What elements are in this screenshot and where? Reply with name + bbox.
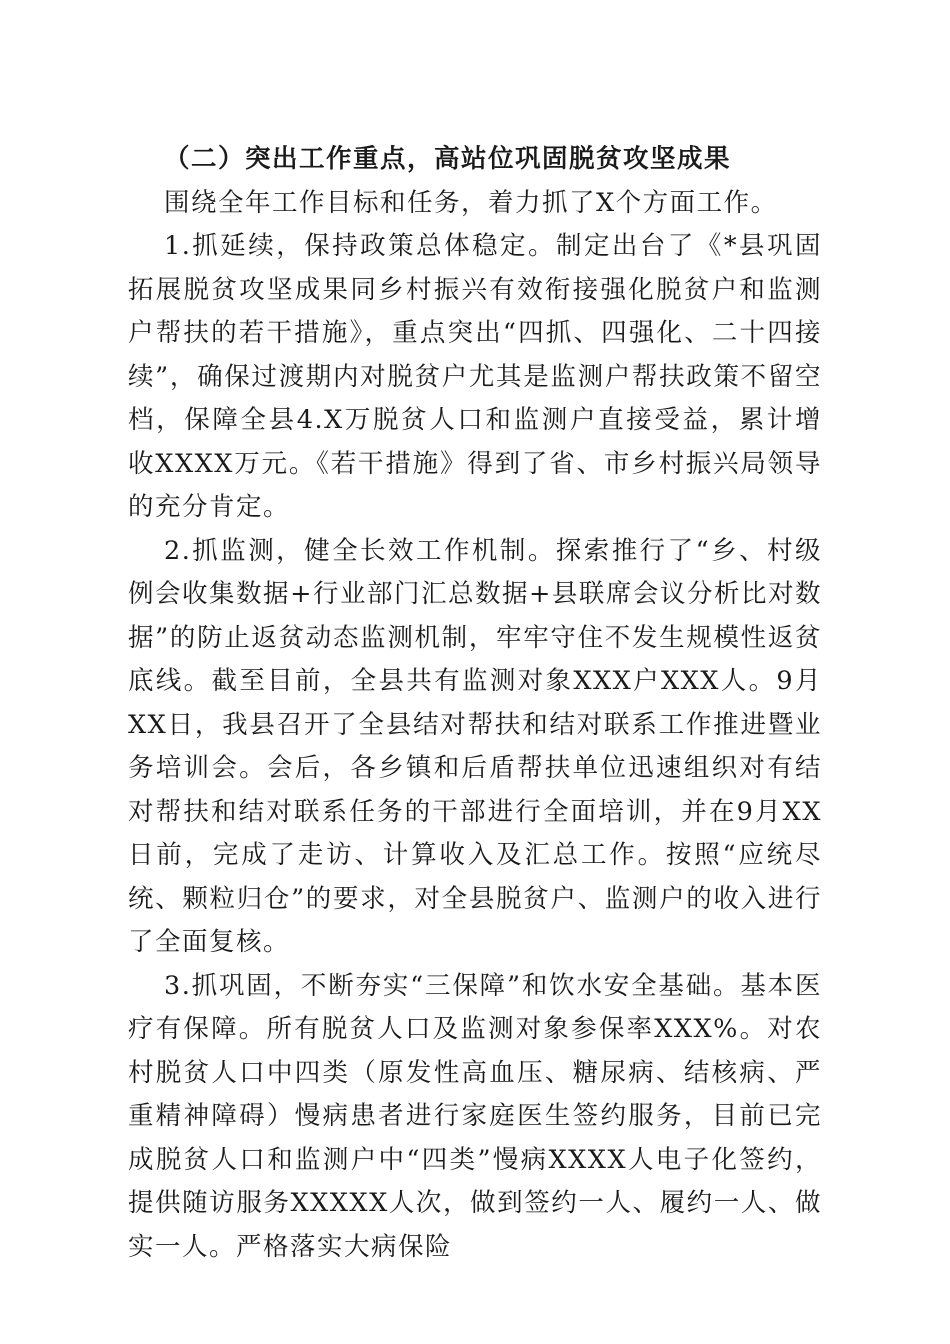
- paragraph-consolidation: 3.抓巩固，不断夯实“三保障”和饮水安全基础。基本医疗有保障。所有脱贫人口及监测对象参保率XXX%。对农村脱贫人口中四类（原发性高血压、糖尿病、结核病、严重精神障碍）慢病患者进行家庭医生签约服务，目前已完成脱贫人口和监测户中“四类”慢病XXXX人电子化签约，提供随访服务XXXXX人次，做到签约一人、履约一人、做实一人。严格落实大病保险: [128, 970, 822, 1262]
- document-body: [128, 138, 822, 1269]
- paragraph-policy-continuity: 1.抓延续，保持政策总体稳定。制定出台了《*县巩固拓展脱贫攻坚成果同乡村振兴有效衔接强化脱贫户和监测户帮扶的若干措施》，重点突出“四抓、四强化、二十四接续”，确保过渡期内对脱贫户尤其是监测户帮扶政策不留空档，保障全县4.X万脱贫人口和监测户直接受益，累计增收XXXX万元。《若干措施》得到了省、市乡村振兴局领导的充分肯定。: [128, 231, 822, 522]
- section-heading: （二）突出工作重点，高站位巩固脱贫攻坚成果: [164, 144, 732, 174]
- paragraph-monitoring: 2.抓监测，健全长效工作机制。探索推行了“乡、村级例会收集数据+行业部门汇总数据+县联席会议分析比对数据”的防止返贫动态监测机制，牢牢守住不发生规模性返贫底线。截至目前，全县共有监测对象XXX户XXX人。9月XX日，我县召开了全县结对帮扶和结对联系工作推进暨业务培训会。会后，各乡镇和后盾帮扶单位迅速组织对有结对帮扶和结对联系任务的干部进行全面培训，并在9月XX日前，完成了走访、计算收入及汇总工作。按照“应统尽统、颗粒归仓”的要求，对全县脱贫户、监测户的收入进行了全面复核。: [128, 535, 822, 957]
- intro-paragraph: 围绕全年工作目标和任务，着力抓了X个方面工作。: [164, 187, 778, 218]
